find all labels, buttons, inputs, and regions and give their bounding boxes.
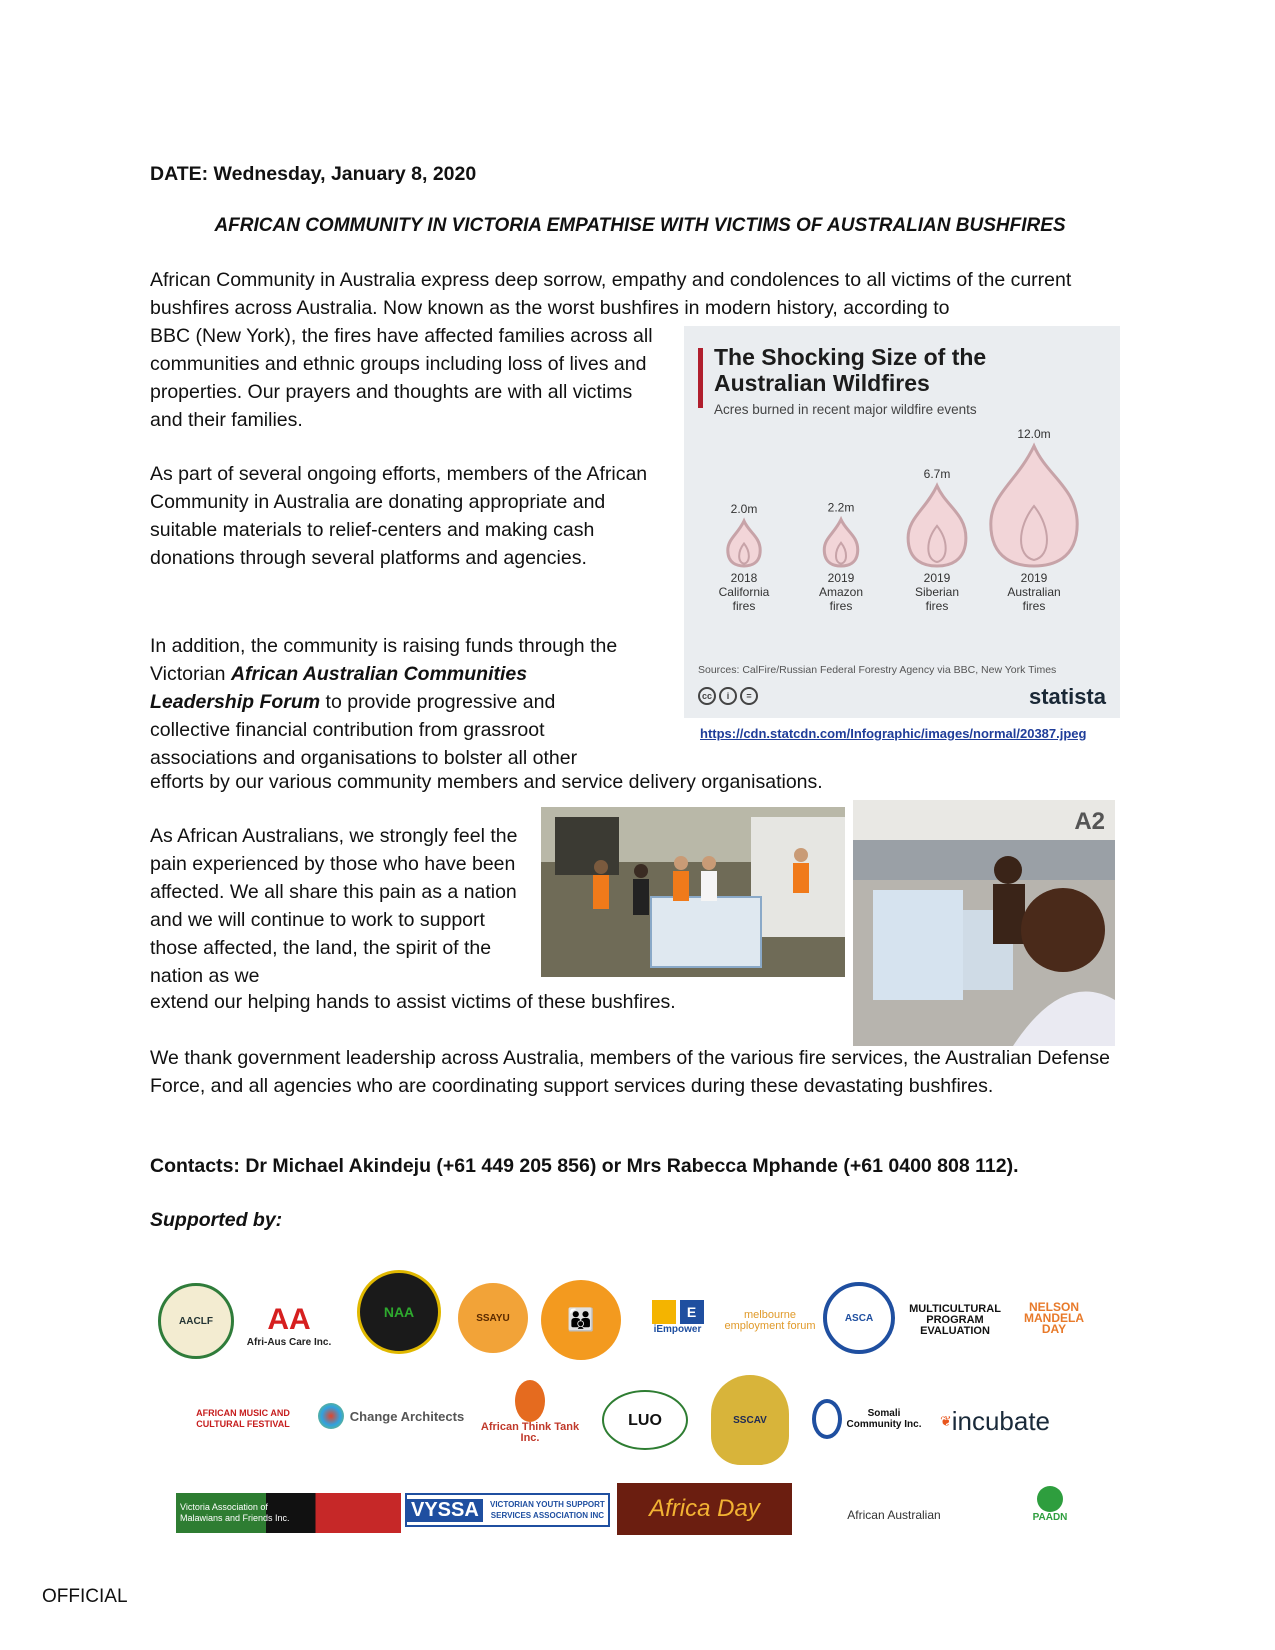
selfie-photo-art bbox=[853, 800, 1115, 1046]
aaclf-logo bbox=[158, 1283, 234, 1359]
multicultural-program-evaluation-text: MULTICULTURAL PROGRAM EVALUATION bbox=[909, 1302, 1001, 1337]
category-label-2-0: 2019 bbox=[923, 571, 951, 585]
africa-day-text: Africa Day bbox=[649, 1495, 760, 1522]
flame-chart bbox=[684, 326, 1120, 656]
iempower-text: iEmpower bbox=[653, 1323, 702, 1335]
african-australian-logo bbox=[816, 1495, 972, 1535]
somali-community-text: Somali Community Inc. bbox=[846, 1408, 922, 1430]
paragraph-3-pre: In addition, the community is raising funds through the Victorian bbox=[150, 635, 618, 685]
change-architects-dots-icon bbox=[318, 1403, 344, 1429]
luo-logo-text: LUO bbox=[628, 1411, 662, 1429]
category-label-2-1: Siberian bbox=[914, 585, 960, 599]
category-label-0-1: California bbox=[718, 585, 770, 599]
value-label-0: 2.0m bbox=[730, 502, 758, 516]
african-australian-text: African Australian bbox=[847, 1507, 941, 1522]
date-line: DATE: Wednesday, January 8, 2020 bbox=[150, 163, 477, 185]
forum-name: African Australian Communities Leadership Forum bbox=[150, 663, 528, 713]
ssayu-logo-text: SSAYU bbox=[476, 1312, 510, 1324]
malawians-logo bbox=[176, 1493, 401, 1533]
category-label-1-1: Amazon bbox=[818, 585, 864, 599]
nd-icon: = bbox=[740, 687, 758, 705]
incubate-text: incubate bbox=[951, 1405, 1051, 1436]
melbourne-employment-forum-logo bbox=[722, 1297, 818, 1345]
value-label-1: 2.2m bbox=[827, 500, 855, 515]
paragraph-1b: BBC (New York), the fires have affected families across all communities and ethnic groups including loss of lives and properties. Our prayers and thoughts are with all victims and their families. bbox=[150, 325, 653, 431]
category-label-2-2: fires bbox=[925, 599, 949, 613]
afri-aus-care-logo bbox=[244, 1290, 334, 1360]
multicultural-program-evaluation-logo bbox=[905, 1285, 1005, 1355]
somali-community-logo bbox=[812, 1392, 922, 1446]
iempower-e-icon: E bbox=[680, 1300, 704, 1324]
supported-by-label: Supported by: bbox=[150, 1209, 283, 1231]
sscav-logo-text: SSCAV bbox=[733, 1414, 767, 1426]
paragraph-4a: As African Australians, we strongly feel the pain experienced by those who have been affected. We all share this pain as a nation and we will continue to work to support those affected, the land, the spirit of the nation as we bbox=[150, 825, 518, 987]
change-architects-logo bbox=[306, 1396, 476, 1436]
african-think-tank-logo bbox=[476, 1372, 584, 1452]
paragraph-3-post: to provide progressive and collective financial contribution from grassroot associations and organisations to bolster all other bbox=[150, 691, 578, 769]
category-label-1-0: 2019 bbox=[827, 571, 855, 585]
melbourne-employment-forum-text: melbourne employment forum bbox=[724, 1309, 816, 1332]
iempower-logo bbox=[640, 1285, 715, 1349]
paragraph-1a: African Community in Australia express deep sorrow, empathy and condolences to all victims of the current bushfires across Australia. Now known as the worst bushfires in modern history, according to bbox=[150, 269, 1072, 319]
afri-aus-care-text: Afri-Aus Care Inc. bbox=[246, 1336, 332, 1348]
incubate-logo bbox=[930, 1392, 1060, 1450]
vyssa-subtext: VICTORIAN YOUTH SUPPORT SERVICES ASSOCIATION INC bbox=[489, 1500, 605, 1520]
change-architects-text: Change Architects bbox=[349, 1408, 465, 1424]
value-label-3: 12.0m bbox=[1017, 427, 1051, 441]
category-label-0-2: fires bbox=[732, 599, 756, 613]
african-music-festival-text: AFRICAN MUSIC AND CULTURAL FESTIVAL bbox=[196, 1408, 290, 1429]
paragraph-4b: extend our helping hands to assist victims of these bushfires. bbox=[150, 991, 676, 1013]
category-label-0-0: 2018 bbox=[730, 571, 758, 585]
category-label-3-2: fires bbox=[1022, 599, 1046, 613]
nelson-mandela-day-text: NELSON MANDELA DAY bbox=[1024, 1299, 1084, 1336]
infographic-subtitle: Acres burned in recent major wildfire events bbox=[714, 402, 977, 417]
ascla-logo bbox=[823, 1282, 895, 1354]
sscav-logo bbox=[711, 1375, 789, 1465]
african-womens-network-logo bbox=[541, 1280, 621, 1360]
a2-watermark: A2 bbox=[1074, 808, 1105, 835]
infographic-title-line2: Australian Wildfires bbox=[714, 370, 930, 396]
wildfire-infographic bbox=[684, 326, 1120, 718]
nelson-mandela-day-logo bbox=[1012, 1282, 1096, 1354]
luo-logo bbox=[602, 1390, 688, 1450]
paadn-logo bbox=[1000, 1475, 1100, 1533]
infographic-sources: Sources: CalFire/Russian Federal Forestry Agency via BBC, New York Times bbox=[698, 664, 1057, 676]
somali-community-icon bbox=[812, 1399, 842, 1439]
paragraph-2: As part of several ongoing efforts, members of the African Community in Australia are donating appropriate and suitable materials to relief-centers and making cash donations through several platforms and agencies. bbox=[150, 463, 648, 569]
ascla-logo-text: ASCA bbox=[844, 1312, 874, 1324]
creative-commons-icons bbox=[698, 687, 758, 705]
paragraph-3a bbox=[150, 632, 630, 772]
category-label-3-0: 2019 bbox=[1020, 571, 1048, 585]
headline: AFRICAN COMMUNITY IN VICTORIA EMPATHISE WITH VICTIMS OF AUSTRALIAN BUSHFIRES bbox=[214, 215, 1066, 236]
value-label-2: 6.7m bbox=[923, 466, 951, 481]
vyssa-text: VYSSA bbox=[407, 1499, 483, 1522]
paadn-globe-icon bbox=[1037, 1486, 1063, 1512]
volunteers-photo bbox=[541, 807, 845, 977]
vyssa-logo bbox=[405, 1493, 610, 1527]
category-label-1-2: fires bbox=[829, 599, 853, 613]
ssayu-logo bbox=[458, 1283, 528, 1353]
volunteers-photo-art bbox=[541, 807, 845, 977]
afri-aus-care-mark: AA bbox=[267, 1302, 311, 1336]
cc-icon: cc bbox=[698, 687, 716, 705]
incubate-leaf-icon: ❦ bbox=[939, 1412, 952, 1429]
family-icon: 👪 bbox=[567, 1307, 595, 1332]
naa-logo-text: NAA bbox=[383, 1303, 415, 1320]
official-footer: OFFICIAL bbox=[42, 1586, 128, 1607]
africa-day-logo bbox=[617, 1483, 792, 1535]
by-icon: i bbox=[719, 687, 737, 705]
category-label-3-1: Australian bbox=[1007, 585, 1061, 599]
aaclf-logo-text: AACLF bbox=[179, 1315, 213, 1327]
statista-logo: statista bbox=[1028, 684, 1106, 709]
paragraph-5: We thank government leadership across Australia, members of the various fire services, the Australian Defense Force, and all agencies who are coordinating support services during these devastating bushfires. bbox=[150, 1047, 1110, 1097]
african-think-tank-text: African Think Tank Inc. bbox=[480, 1421, 580, 1444]
contacts-line: Contacts: Dr Michael Akindeju (+61 449 205 856) or Mrs Rabecca Mphande (+61 0400 808 112). bbox=[150, 1155, 1019, 1177]
infographic-link[interactable]: https://cdn.statcdn.com/Infographic/images/normal/20387.jpeg bbox=[700, 726, 1087, 741]
malawians-text: Victoria Association of Malawians and Friends Inc. bbox=[180, 1502, 290, 1523]
iempower-block-icon bbox=[652, 1300, 676, 1324]
paragraph-3b: efforts by our various community members and service delivery organisations. bbox=[150, 771, 823, 793]
think-tank-head-icon bbox=[515, 1380, 545, 1422]
paadn-text: PAADN bbox=[1032, 1511, 1068, 1523]
selfie-photo bbox=[853, 800, 1115, 1046]
naa-logo bbox=[357, 1270, 441, 1354]
infographic-title-line1: The Shocking Size of the bbox=[714, 344, 987, 370]
african-music-festival-logo bbox=[196, 1386, 290, 1452]
